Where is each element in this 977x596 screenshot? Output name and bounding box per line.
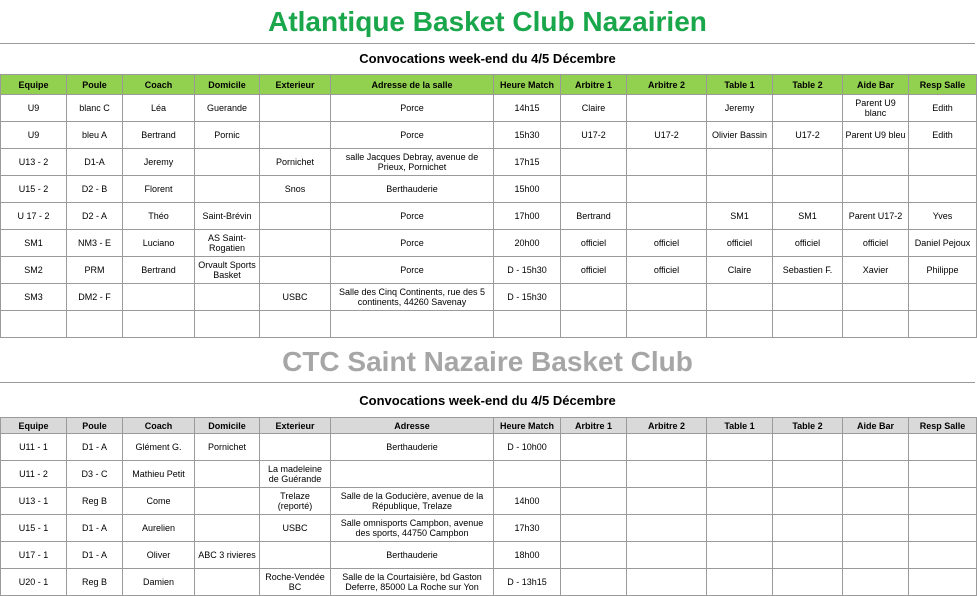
table-cell <box>909 488 977 515</box>
table-cell <box>707 149 773 176</box>
table-cell <box>627 569 707 596</box>
table-cell: Parent U9 bleu <box>843 122 909 149</box>
table-cell <box>260 311 331 338</box>
table-cell: D1 - A <box>67 542 123 569</box>
table-cell: SM2 <box>1 257 67 284</box>
table-cell: D1 - A <box>67 434 123 461</box>
table-cell <box>561 569 627 596</box>
table-cell <box>909 311 977 338</box>
table-cell <box>260 257 331 284</box>
table-cell: U11 - 1 <box>1 434 67 461</box>
table-cell <box>773 542 843 569</box>
table-cell <box>494 461 561 488</box>
table-cell: 14h15 <box>494 95 561 122</box>
table-row <box>1 122 977 149</box>
table-cell: U9 <box>1 122 67 149</box>
table-cell: Porce <box>331 95 494 122</box>
table-cell <box>561 311 627 338</box>
table-cell: D - 13h15 <box>494 569 561 596</box>
table-cell <box>195 488 260 515</box>
table-cell: Berthauderie <box>331 434 494 461</box>
table-cell: U13 - 2 <box>1 149 67 176</box>
table-cell <box>843 176 909 203</box>
table-cell <box>561 284 627 311</box>
table-cell <box>707 434 773 461</box>
table-cell: 15h30 <box>494 122 561 149</box>
table-cell <box>494 311 561 338</box>
table-cell <box>909 284 977 311</box>
table-cell: U17-2 <box>773 122 843 149</box>
table-cell <box>195 284 260 311</box>
table-cell: blanc C <box>67 95 123 122</box>
table-cell: Reg B <box>67 569 123 596</box>
divider-top <box>0 43 975 44</box>
table-cell: officiel <box>773 230 843 257</box>
table-cell: Claire <box>707 257 773 284</box>
table-cell <box>773 311 843 338</box>
table-cell: USBC <box>260 515 331 542</box>
table-header-row <box>1 418 977 434</box>
table-row <box>1 230 977 257</box>
table-cell: U15 - 1 <box>1 515 67 542</box>
table-cell: Parent U17-2 <box>843 203 909 230</box>
table-cell <box>195 176 260 203</box>
table-cell <box>909 434 977 461</box>
table-cell: AS Saint-Rogatien <box>195 230 260 257</box>
table-cell: Philippe <box>909 257 977 284</box>
column-header: Poule <box>67 75 123 95</box>
table-row <box>1 203 977 230</box>
column-header: Aide Bar <box>843 75 909 95</box>
table-row <box>1 461 977 488</box>
table-cell: NM3 - E <box>67 230 123 257</box>
table-cell <box>627 176 707 203</box>
table-row <box>1 311 977 338</box>
table-cell <box>561 176 627 203</box>
column-header: Coach <box>123 75 195 95</box>
table-cell <box>773 149 843 176</box>
table-cell: officiel <box>561 257 627 284</box>
convocations-subtitle-2: Convocations week-end du 4/5 Décembre <box>359 393 616 408</box>
table-cell <box>773 515 843 542</box>
table-cell: Parent U9 blanc <box>843 95 909 122</box>
table-cell: Orvault Sports Basket <box>195 257 260 284</box>
table-cell <box>627 515 707 542</box>
table-cell <box>773 488 843 515</box>
table-cell: SM1 <box>1 230 67 257</box>
table-row <box>1 488 977 515</box>
table-cell: 17h30 <box>494 515 561 542</box>
table-cell: Oliver <box>123 542 195 569</box>
column-header: Resp Salle <box>909 418 977 434</box>
table-cell: Saint-Brévin <box>195 203 260 230</box>
club-title-abcn: Atlantique Basket Club Nazairien <box>268 6 707 37</box>
table-cell <box>67 311 123 338</box>
table-cell <box>843 461 909 488</box>
table-cell <box>843 569 909 596</box>
table-cell <box>123 284 195 311</box>
table-cell: Luciano <box>123 230 195 257</box>
table-cell <box>561 149 627 176</box>
column-header: Arbitre 2 <box>627 75 707 95</box>
table-cell <box>909 149 977 176</box>
table-cell <box>909 569 977 596</box>
table-cell: officiel <box>707 230 773 257</box>
table-cell <box>195 569 260 596</box>
convocations-table-abcn <box>0 74 977 338</box>
table-cell: 17h00 <box>494 203 561 230</box>
table-cell: Porce <box>331 257 494 284</box>
table-cell <box>843 311 909 338</box>
table-cell <box>627 95 707 122</box>
table-cell <box>123 311 195 338</box>
convocations-table-ctc <box>0 417 977 596</box>
table-cell: SM1 <box>707 203 773 230</box>
table-cell <box>843 515 909 542</box>
table-cell: Pornic <box>195 122 260 149</box>
column-header: Domicile <box>195 75 260 95</box>
table-cell: U17-2 <box>561 122 627 149</box>
table-row <box>1 95 977 122</box>
column-header: Resp Salle <box>909 75 977 95</box>
table-cell <box>260 122 331 149</box>
column-header: Arbitre 1 <box>561 418 627 434</box>
table-cell: SM3 <box>1 284 67 311</box>
table-cell: officiel <box>627 230 707 257</box>
table-cell: Guerande <box>195 95 260 122</box>
table-cell: U9 <box>1 95 67 122</box>
column-header: Poule <box>67 418 123 434</box>
table-cell: Damien <box>123 569 195 596</box>
table-cell: Claire <box>561 95 627 122</box>
table-cell: Daniel Pejoux <box>909 230 977 257</box>
table-cell <box>627 203 707 230</box>
table-cell: D3 - C <box>67 461 123 488</box>
table-cell: D - 10h00 <box>494 434 561 461</box>
table-cell <box>843 488 909 515</box>
table-cell <box>627 461 707 488</box>
table-cell: 15h00 <box>494 176 561 203</box>
table-cell <box>773 284 843 311</box>
table-cell <box>195 311 260 338</box>
table-cell: Bertrand <box>561 203 627 230</box>
table-cell <box>627 311 707 338</box>
column-header: Table 1 <box>707 75 773 95</box>
table-row <box>1 434 977 461</box>
table-cell <box>773 176 843 203</box>
table-cell <box>561 515 627 542</box>
column-header: Coach <box>123 418 195 434</box>
table-cell <box>773 569 843 596</box>
table-cell: officiel <box>627 257 707 284</box>
table-cell <box>707 311 773 338</box>
table-cell: D1 - A <box>67 515 123 542</box>
table-cell: Jeremy <box>123 149 195 176</box>
column-header: Exterieur <box>260 75 331 95</box>
table-cell <box>773 461 843 488</box>
table-cell <box>909 542 977 569</box>
table-cell: U17-2 <box>627 122 707 149</box>
column-header: Arbitre 1 <box>561 75 627 95</box>
table-cell <box>260 542 331 569</box>
table-cell: Berthauderie <box>331 542 494 569</box>
table-cell: Yves <box>909 203 977 230</box>
table-cell: Olivier Bassin <box>707 122 773 149</box>
convocations-subtitle-1: Convocations week-end du 4/5 Décembre <box>359 51 616 66</box>
table-cell <box>707 488 773 515</box>
table-cell: Edith <box>909 122 977 149</box>
table-cell <box>707 284 773 311</box>
column-header: Domicile <box>195 418 260 434</box>
table-cell: Jeremy <box>707 95 773 122</box>
table-cell: Bertrand <box>123 257 195 284</box>
table-cell <box>843 149 909 176</box>
table-cell: 20h00 <box>494 230 561 257</box>
table-cell <box>260 203 331 230</box>
table-cell: Trelaze (reporté) <box>260 488 331 515</box>
table-cell: Mathieu Petit <box>123 461 195 488</box>
table-cell: Glément G. <box>123 434 195 461</box>
table-cell: SM1 <box>773 203 843 230</box>
table-cell <box>561 434 627 461</box>
table-cell: U13 - 1 <box>1 488 67 515</box>
table-cell: Porce <box>331 230 494 257</box>
table-cell <box>909 461 977 488</box>
table-cell: Aurelien <box>123 515 195 542</box>
table-cell <box>773 95 843 122</box>
table-cell: D - 15h30 <box>494 284 561 311</box>
table-cell: U17 - 1 <box>1 542 67 569</box>
table-cell: Reg B <box>67 488 123 515</box>
table-cell: officiel <box>561 230 627 257</box>
table-cell <box>260 95 331 122</box>
table-cell: D2 - B <box>67 176 123 203</box>
table-cell <box>707 176 773 203</box>
table-cell: Léa <box>123 95 195 122</box>
column-header: Adresse de la salle <box>331 75 494 95</box>
table-cell: PRM <box>67 257 123 284</box>
table-cell <box>260 434 331 461</box>
table-row <box>1 149 977 176</box>
table-cell <box>561 488 627 515</box>
table-cell: Salle omnisports Campbon, avenue des sports, 44750 Campbon <box>331 515 494 542</box>
table-cell: Pornichet <box>195 434 260 461</box>
table-cell: Florent <box>123 176 195 203</box>
column-header: Adresse <box>331 418 494 434</box>
table-cell <box>707 569 773 596</box>
column-header: Equipe <box>1 75 67 95</box>
table-cell: Snos <box>260 176 331 203</box>
table-cell <box>331 461 494 488</box>
column-header: Equipe <box>1 418 67 434</box>
table-cell: Come <box>123 488 195 515</box>
table-cell: D - 15h30 <box>494 257 561 284</box>
table-cell <box>561 542 627 569</box>
table-cell <box>773 434 843 461</box>
table-cell <box>627 488 707 515</box>
column-header: Aide Bar <box>843 418 909 434</box>
divider-ctc <box>0 382 975 383</box>
table-cell: D1-A <box>67 149 123 176</box>
table-cell: Bertrand <box>123 122 195 149</box>
table-cell: Salle des Cinq Continents, rue des 5 continents, 44260 Savenay <box>331 284 494 311</box>
table-cell: bleu A <box>67 122 123 149</box>
table-cell: Roche-Vendée BC <box>260 569 331 596</box>
table-cell: Théo <box>123 203 195 230</box>
table-cell <box>331 311 494 338</box>
table-cell <box>843 542 909 569</box>
table-cell: 14h00 <box>494 488 561 515</box>
table-cell <box>627 542 707 569</box>
table-cell: Porce <box>331 122 494 149</box>
table-cell <box>707 542 773 569</box>
table-cell: U 17 - 2 <box>1 203 67 230</box>
column-header: Exterieur <box>260 418 331 434</box>
column-header: Table 2 <box>773 418 843 434</box>
table-cell: Pornichet <box>260 149 331 176</box>
column-header: Heure Match <box>494 418 561 434</box>
table-cell: U15 - 2 <box>1 176 67 203</box>
table-row <box>1 515 977 542</box>
table-cell: 17h15 <box>494 149 561 176</box>
table-cell <box>1 311 67 338</box>
table-cell <box>707 461 773 488</box>
table-cell: Porce <box>331 203 494 230</box>
table-cell <box>909 515 977 542</box>
table-row <box>1 569 977 596</box>
divider-middle <box>0 337 975 338</box>
table-cell: Edith <box>909 95 977 122</box>
table-cell <box>627 284 707 311</box>
column-header: Heure Match <box>494 75 561 95</box>
table-cell: 18h00 <box>494 542 561 569</box>
table-cell: Salle de la Courtaisière, bd Gaston Deferre, 85000 La Roche sur Yon <box>331 569 494 596</box>
table-cell: USBC <box>260 284 331 311</box>
table-cell: ABC 3 rivieres <box>195 542 260 569</box>
table-row <box>1 284 977 311</box>
table-cell <box>707 515 773 542</box>
table-cell <box>627 434 707 461</box>
table-cell: Xavier <box>843 257 909 284</box>
table-cell: Salle de la Goducière, avenue de la République, Trelaze <box>331 488 494 515</box>
table-cell: La madeleine de Guérande <box>260 461 331 488</box>
table-cell: officiel <box>843 230 909 257</box>
table-cell <box>909 176 977 203</box>
table-cell <box>195 461 260 488</box>
table-cell <box>843 434 909 461</box>
column-header: Table 1 <box>707 418 773 434</box>
table-cell <box>195 515 260 542</box>
table-cell: salle Jacques Debray, avenue de Prieux, Pornichet <box>331 149 494 176</box>
table-cell: D2 - A <box>67 203 123 230</box>
table-cell <box>195 149 260 176</box>
table-cell: U20 - 1 <box>1 569 67 596</box>
table-cell <box>260 230 331 257</box>
table-cell: Sebastien F. <box>773 257 843 284</box>
column-header: Arbitre 2 <box>627 418 707 434</box>
table-row <box>1 542 977 569</box>
table-cell: DM2 - F <box>67 284 123 311</box>
table-row <box>1 176 977 203</box>
table-cell: U11 - 2 <box>1 461 67 488</box>
table-cell <box>561 461 627 488</box>
table-cell <box>843 284 909 311</box>
table-header-row <box>1 75 977 95</box>
table-row <box>1 257 977 284</box>
column-header: Table 2 <box>773 75 843 95</box>
table-cell: Berthauderie <box>331 176 494 203</box>
club-title-ctc: CTC Saint Nazaire Basket Club <box>282 346 693 377</box>
table-cell <box>627 149 707 176</box>
